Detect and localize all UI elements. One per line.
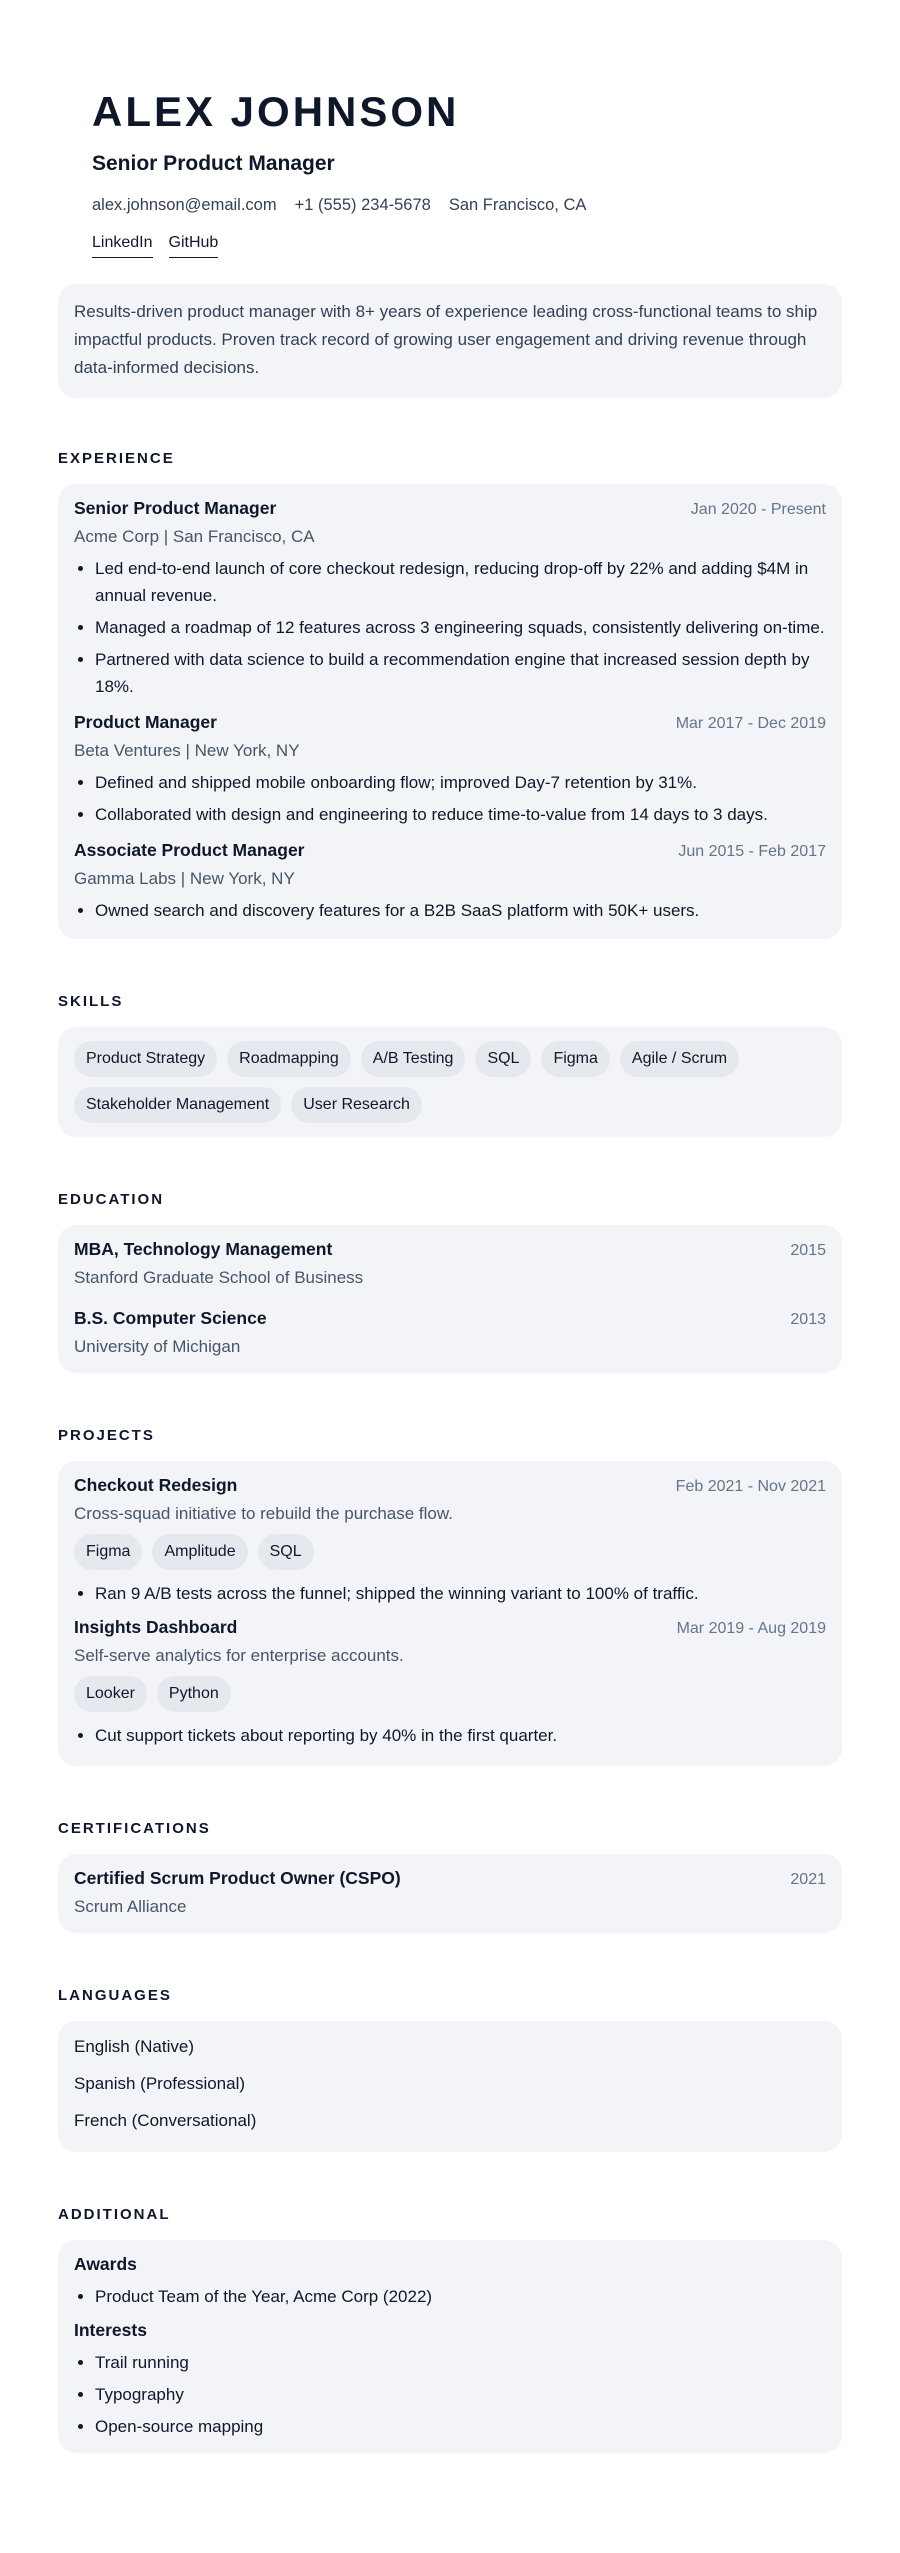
- github-link[interactable]: GitHub: [169, 234, 219, 258]
- awards-heading: Awards: [74, 2254, 137, 2274]
- contact-location: San Francisco, CA: [448, 196, 587, 214]
- skill-chip: Stakeholder Management: [74, 1087, 281, 1123]
- bullet-item: • Cut support tickets about reporting by 40% in the first quarter.: [95, 1722, 826, 1749]
- projects-card: [58, 1461, 842, 1766]
- certifications-card: [58, 1854, 842, 1933]
- entry-org: Gamma Labs | New York, NY: [74, 869, 295, 888]
- summary-card: [58, 284, 842, 398]
- entry-dates: Mar 2017 - Dec 2019: [675, 715, 826, 732]
- languages-card: [58, 2021, 842, 2152]
- section-title-experience: EXPERIENCE: [58, 450, 175, 467]
- project-description: Cross-squad initiative to rebuild the purchase flow.: [74, 1504, 453, 1523]
- bullet-item: • Managed a roadmap of 12 features across 3 engineering squads, consistently delivering on-time.: [95, 614, 826, 641]
- education-card: [58, 1225, 842, 1373]
- bullet-item: • Led end-to-end launch of core checkout redesign, reducing drop-off by 22% and adding $4M in annual revenue.: [95, 555, 826, 609]
- skills-list: [74, 1041, 826, 1123]
- interests-list: [74, 2349, 826, 2440]
- bullet-item: • Collaborated with design and engineering to reduce time-to-value from 14 days to 3 days.: [95, 801, 826, 828]
- section-title-languages: LANGUAGES: [58, 1987, 172, 2004]
- contact-phone[interactable]: +1 (555) 234-5678: [294, 196, 431, 214]
- certification-issuer: Scrum Alliance: [74, 1897, 187, 1916]
- project-tags: [74, 1676, 826, 1712]
- candidate-name: ALEX JOHNSON: [92, 88, 460, 135]
- entry-org: Acme Corp | San Francisco, CA: [74, 527, 315, 546]
- summary-text: Results-driven product manager with 8+ years of experience leading cross-functional teams to ship impactful products. Proven track record of growing user engagement and driving revenue through data-informed decisions.: [74, 302, 818, 377]
- project-name: Checkout Redesign: [74, 1475, 238, 1495]
- resume-header: [58, 0, 842, 258]
- skill-chip: SQL: [475, 1041, 531, 1077]
- project-description: Self-serve analytics for enterprise accounts.: [74, 1646, 404, 1665]
- tag-chip: Python: [157, 1676, 231, 1712]
- entry-dates: Jun 2015 - Feb 2017: [678, 843, 826, 860]
- section-title-additional: ADDITIONAL: [58, 2206, 171, 2223]
- tag-chip: Looker: [74, 1676, 147, 1712]
- skill-chip: Product Strategy: [74, 1041, 217, 1077]
- entry-bullets: [74, 769, 826, 828]
- awards-list: [74, 2283, 826, 2310]
- project-tags: [74, 1534, 826, 1570]
- entry-dates: Jan 2020 - Present: [690, 501, 826, 518]
- project-dates: Feb 2021 - Nov 2021: [675, 1478, 826, 1495]
- tag-chip: SQL: [258, 1534, 314, 1570]
- bullet-item: • Ran 9 A/B tests across the funnel; shipped the winning variant to 100% of traffic.: [95, 1580, 826, 1607]
- skill-chip: A/B Testing: [361, 1041, 466, 1077]
- certification-year: 2021: [790, 1871, 826, 1888]
- bullet-item: • Partnered with data science to build a recommendation engine that increased session depth by 18%.: [95, 646, 826, 700]
- language-item: French (Conversational): [74, 2111, 257, 2130]
- experience-entry: [74, 840, 826, 924]
- entry-bullets: [74, 555, 826, 700]
- skill-chip: Figma: [541, 1041, 609, 1077]
- entry-role: Product Manager: [74, 712, 217, 732]
- education-degree: MBA, Technology Management: [74, 1239, 333, 1259]
- project-bullets: [74, 1722, 826, 1749]
- entry-bullets: [74, 897, 826, 924]
- award-item: • Product Team of the Year, Acme Corp (2022): [95, 2283, 826, 2310]
- interest-item: • Typography: [95, 2381, 826, 2408]
- contact-email[interactable]: alex.johnson@email.com: [92, 196, 277, 214]
- skill-chip: User Research: [291, 1087, 422, 1123]
- bullet-item: • Owned search and discovery features for a B2B SaaS platform with 50K+ users.: [95, 897, 826, 924]
- interest-item: • Trail running: [95, 2349, 826, 2376]
- certification-entry: [74, 1868, 826, 1917]
- section-title-certifications: CERTIFICATIONS: [58, 1820, 211, 1837]
- skill-chip: Agile / Scrum: [620, 1041, 739, 1077]
- language-item: English (Native): [74, 2037, 194, 2056]
- entry-role: Senior Product Manager: [74, 498, 277, 518]
- tag-chip: Amplitude: [152, 1534, 247, 1570]
- tag-chip: Figma: [74, 1534, 142, 1570]
- section-title-projects: PROJECTS: [58, 1427, 155, 1444]
- project-dates: Mar 2019 - Aug 2019: [676, 1620, 826, 1637]
- skill-chip: Roadmapping: [227, 1041, 351, 1077]
- education-year: 2013: [790, 1311, 826, 1328]
- interest-item: • Open-source mapping: [95, 2413, 826, 2440]
- education-school: University of Michigan: [74, 1337, 241, 1356]
- certification-name: Certified Scrum Product Owner (CSPO): [74, 1868, 401, 1888]
- education-entry: [74, 1308, 826, 1357]
- education-school: Stanford Graduate School of Business: [74, 1268, 364, 1287]
- section-title-education: EDUCATION: [58, 1191, 165, 1208]
- project-bullets: [74, 1580, 826, 1607]
- project-entry: [74, 1475, 826, 1607]
- experience-card: [58, 484, 842, 939]
- skills-card: [58, 1027, 842, 1137]
- experience-entry: [74, 498, 826, 700]
- candidate-title: Senior Product Manager: [92, 152, 335, 175]
- language-item: Spanish (Professional): [74, 2074, 246, 2093]
- experience-entry: [74, 712, 826, 828]
- education-year: 2015: [790, 1242, 826, 1259]
- education-entry: [74, 1239, 826, 1288]
- entry-org: Beta Ventures | New York, NY: [74, 741, 300, 760]
- section-title-skills: SKILLS: [58, 993, 124, 1010]
- profile-links: [92, 234, 808, 258]
- additional-card: [58, 2240, 842, 2453]
- linkedin-link[interactable]: LinkedIn: [92, 234, 153, 258]
- bullet-item: • Defined and shipped mobile onboarding flow; improved Day-7 retention by 31%.: [95, 769, 826, 796]
- project-name: Insights Dashboard: [74, 1617, 238, 1637]
- contact-row: [92, 196, 808, 218]
- project-entry: [74, 1617, 826, 1749]
- entry-role: Associate Product Manager: [74, 840, 305, 860]
- interests-heading: Interests: [74, 2320, 147, 2340]
- education-degree: B.S. Computer Science: [74, 1308, 267, 1328]
